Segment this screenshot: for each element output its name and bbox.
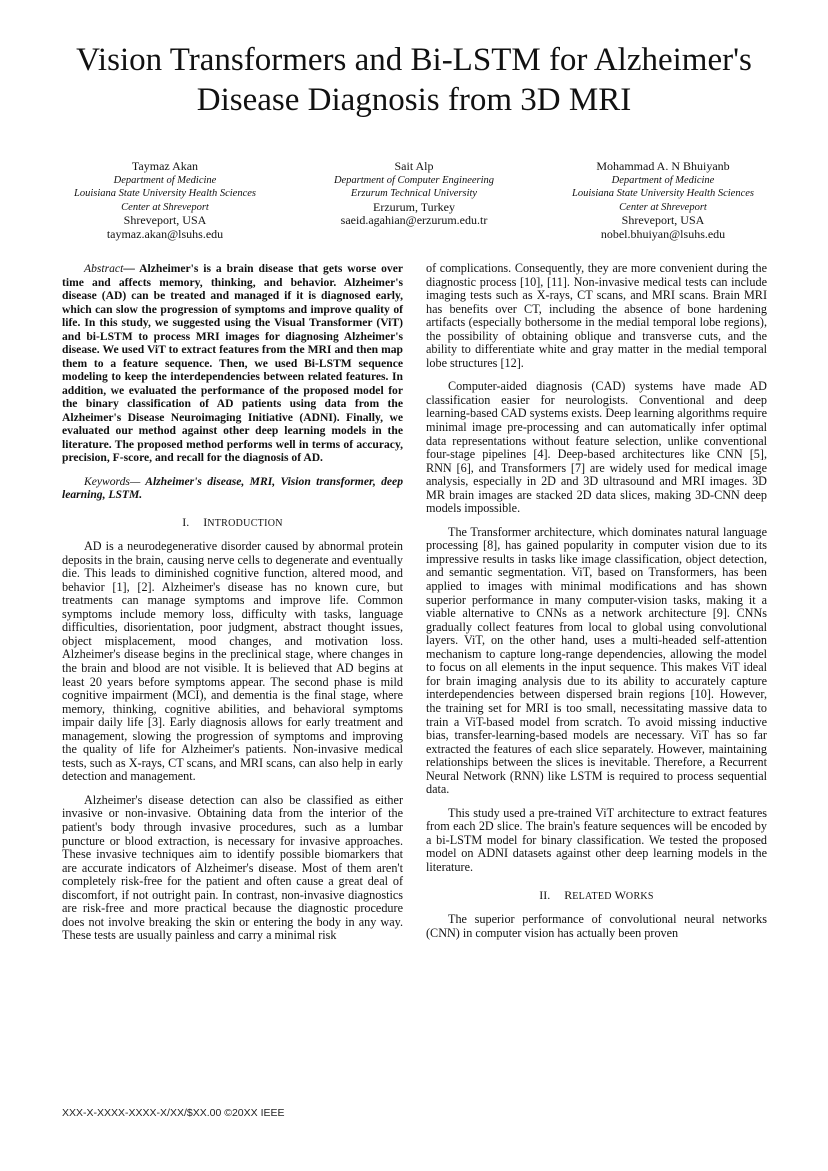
paragraph: This study used a pre-trained ViT architecture to extract features from each 2D slice. The brain's feature sequences will be encoded by a bi-LSTM model for binary classification. We tested the proposed model on ADNI datasets against other deep learning models in the literature. bbox=[426, 805, 767, 874]
author-email: taymaz.akan@lsuhs.edu bbox=[106, 226, 224, 241]
section-number: I. bbox=[182, 514, 190, 529]
author-city: Erzurum, Turkey bbox=[373, 199, 455, 214]
keywords bbox=[62, 475, 403, 502]
author-city: Shreveport, USA bbox=[621, 213, 705, 227]
author-email: saeid.agahian@erzurum.edu.tr bbox=[340, 213, 488, 227]
section-rest: NTRODUCTION bbox=[207, 517, 283, 529]
author-center: Center at Shreveport bbox=[121, 201, 209, 213]
author-email: nobel.bhuiyan@lsuhs.edu bbox=[600, 226, 726, 241]
paper-title: Vision Transformers and Bi-LSTM for Alzheimer's Disease Diagnosis from 3D MRI bbox=[76, 42, 752, 118]
section-heading-related-works bbox=[426, 889, 767, 904]
author-department: Department of Medicine bbox=[611, 174, 715, 186]
author-department: Department of Computer Engineering bbox=[333, 174, 495, 186]
keywords-text: Alzheimer's disease, MRI, Vision transformer, deep learning, LSTM. bbox=[62, 474, 403, 501]
author-institution: Louisiana State University Health Sciences bbox=[74, 188, 256, 199]
abstract-text: — Alzheimer's is a brain disease that gets worse over time and affects memory, thinking, and behavior. Alzheimer's disease (AD) can be treated and managed if it is diagnosed early, which can slow the progression of symptoms and improve quality of life. In this study, we suggested using the Visual Transformer (ViT) and bi-LSTM to process MRI images for diagnosing Alzheimer's disease. We used ViT to extract features from the MRI and then map them to a feature sequence. Then, we used Bi-LSTM sequence modeling to keep the interdependencies between related features. In addition, we evaluated the performance of the proposed model for the binary classification of AD patients using data from the Alzheimer's Disease Neuroimaging Initiative (ADNI). Finally, we evaluated our method against other deep learning models in the literature. The proposed method performs well in terms of accuracy, precision, F-score, and recall for the diagnosis of AD. bbox=[62, 262, 403, 464]
section-initial: R bbox=[564, 887, 573, 902]
copyright-footer: XXX-X-XXXX-XXXX-X/XX/$XX.00 ©20XX IEEE bbox=[62, 1107, 285, 1119]
paragraph: AD is a neurodegenerative disorder caused by abnormal protein deposits in the brain, causing nerve cells to degenerate and eventually die. This leads to diminished cognitive function, altered mood, and behavior [1], [2]. Alzheimer's disease has no known cure, but treatments can manage symptoms and improve life. Common symptoms include memory loss, difficulty with tasks, language difficulties, disorientation, poor judgment, abstract thought issues, object misplacement, mood changes, and motivation loss. Alzheimer's disease begins in the preclinical stage, where changes in the brain and blood are not visible. It is believed that AD begins at least 20 years before symptoms appear. The second phase is mild cognitive impairment (MCI), and dementia is the final stage, where memory, thinking, cognitive abilities, and behavioral symptoms impair daily life [3]. Early diagnosis allows for early treatment and management, slowing the progression of symptoms and improving the quality of life for Alzheimer's patients. Non-invasive medical tests, such as X-rays, CT scans, and MRI scans, can also help in early detection and management. bbox=[62, 539, 403, 784]
section-initial: I bbox=[203, 514, 208, 529]
paragraph: The Transformer architecture, which dominates natural language processing [8], has gained popularity in computer vision due to its impressive results in tasks like image classification, object detection, and semantic segmentation. ViT, based on Transformers, has been applied to images with minimal modifications and has shown superior performance in many computer-vision tasks, making it a viable alternative to CNNs as a network architecture [9]. CNNs gradually collect features from local to global using convolutional layers. ViT, on the other hand, uses a multi-headed self-attention mechanism to capture long-range dependencies, allowing the model to focus on all elements in the input sequence. This makes ViT ideal for brain imaging analysis due to its ability to accurately capture interdependencies between dispersed brain regions [10]. However, the training set for MRI is too small, necessitating massive data to train a ViT-based model from scratch. To avoid missing inductive bias, transfer-learning-based models are necessary. ViT has so far extracted the features of each slice separately. However, maintaining relationships between the slices is inevitable. Therefore, a Recurrent Neural Network (RNN) like LSTM is required to process sequential data. bbox=[426, 524, 767, 797]
right-column bbox=[426, 262, 767, 940]
author-city: Shreveport, USA bbox=[123, 213, 207, 227]
abstract bbox=[62, 262, 403, 465]
author-center: Center at Shreveport bbox=[619, 201, 707, 213]
author-institution: Louisiana State University Health Sciences bbox=[572, 188, 754, 199]
section-number: II. bbox=[539, 887, 551, 902]
left-column bbox=[62, 262, 403, 943]
author-name: Mohammad A. N Bhuiyanb bbox=[596, 159, 730, 173]
abstract-lead: Abstract bbox=[84, 262, 124, 275]
section-rest: ORKS bbox=[625, 890, 654, 902]
author-name: Taymaz Akan bbox=[131, 159, 199, 173]
section-rest: ELATED bbox=[572, 890, 615, 902]
author-institution: Erzurum Technical University bbox=[350, 188, 478, 199]
paragraph: Alzheimer's disease detection can also be classified as either invasive or non-invasive. Obtaining data from the interior of the patient's body through invasive procedures, such as a lumbar puncture or blood extraction, is necessary for invasive approaches. These invasive techniques aim to identify possible biomarkers that are accurate indicators of Alzheimer's disease. Most of them aren't completely risk-free for the patient and often cause a great deal of discomfort, if not outright pain. In contrast, non-invasive diagnostics are risk-free and more practical because the diagnostic procedure does not involve breaking the skin or entering the body in any way. These tests are usually painless and carry a minimal risk bbox=[62, 792, 403, 943]
author-1 bbox=[40, 160, 290, 241]
section-initial: W bbox=[614, 887, 626, 902]
author-3 bbox=[538, 160, 788, 241]
section-heading-introduction bbox=[62, 516, 403, 531]
paragraph: Computer-aided diagnosis (CAD) systems have made AD classification easier for neurologists. Conventional and deep learning-based CAD systems exists. Deep learning algorithms require minimal image pre-processing and can automatically infer optimal data representations without feature selection, unlike conventional four-stage pipelines [4]. Deep-based architectures like CNN [5], RNN [6], and Transformers [7] are widely used for medical image analysis, especially in 2D and 3D ultrasound and MRI images. 3D MR brain images are stacked 2D data slices, making 3D-CNN deep models impossible. bbox=[426, 379, 767, 516]
paragraph: of complications. Consequently, they are more convenient during the diagnostic process [10], [11]. Non-invasive medical tests can include imaging tests such as X-rays, CT scans, and MRI scans. Brain MRI has benefits over CT, including the absence of bone hardening artifacts (especially bothersome in the medial temporal lobe regions), the possibility of obtaining oblique and transverse cuts, and the ability to differentiate white and gray matter in the medial temporal lobe structures [12]. bbox=[426, 261, 767, 370]
author-name: Sait Alp bbox=[394, 159, 434, 173]
author-block bbox=[0, 160, 828, 250]
keywords-lead: Keywords— bbox=[84, 474, 141, 488]
author-2 bbox=[289, 160, 539, 228]
paragraph: The superior performance of convolutional neural networks (CNN) in computer vision has actually been proven bbox=[426, 912, 767, 940]
author-department: Department of Medicine bbox=[113, 174, 217, 186]
